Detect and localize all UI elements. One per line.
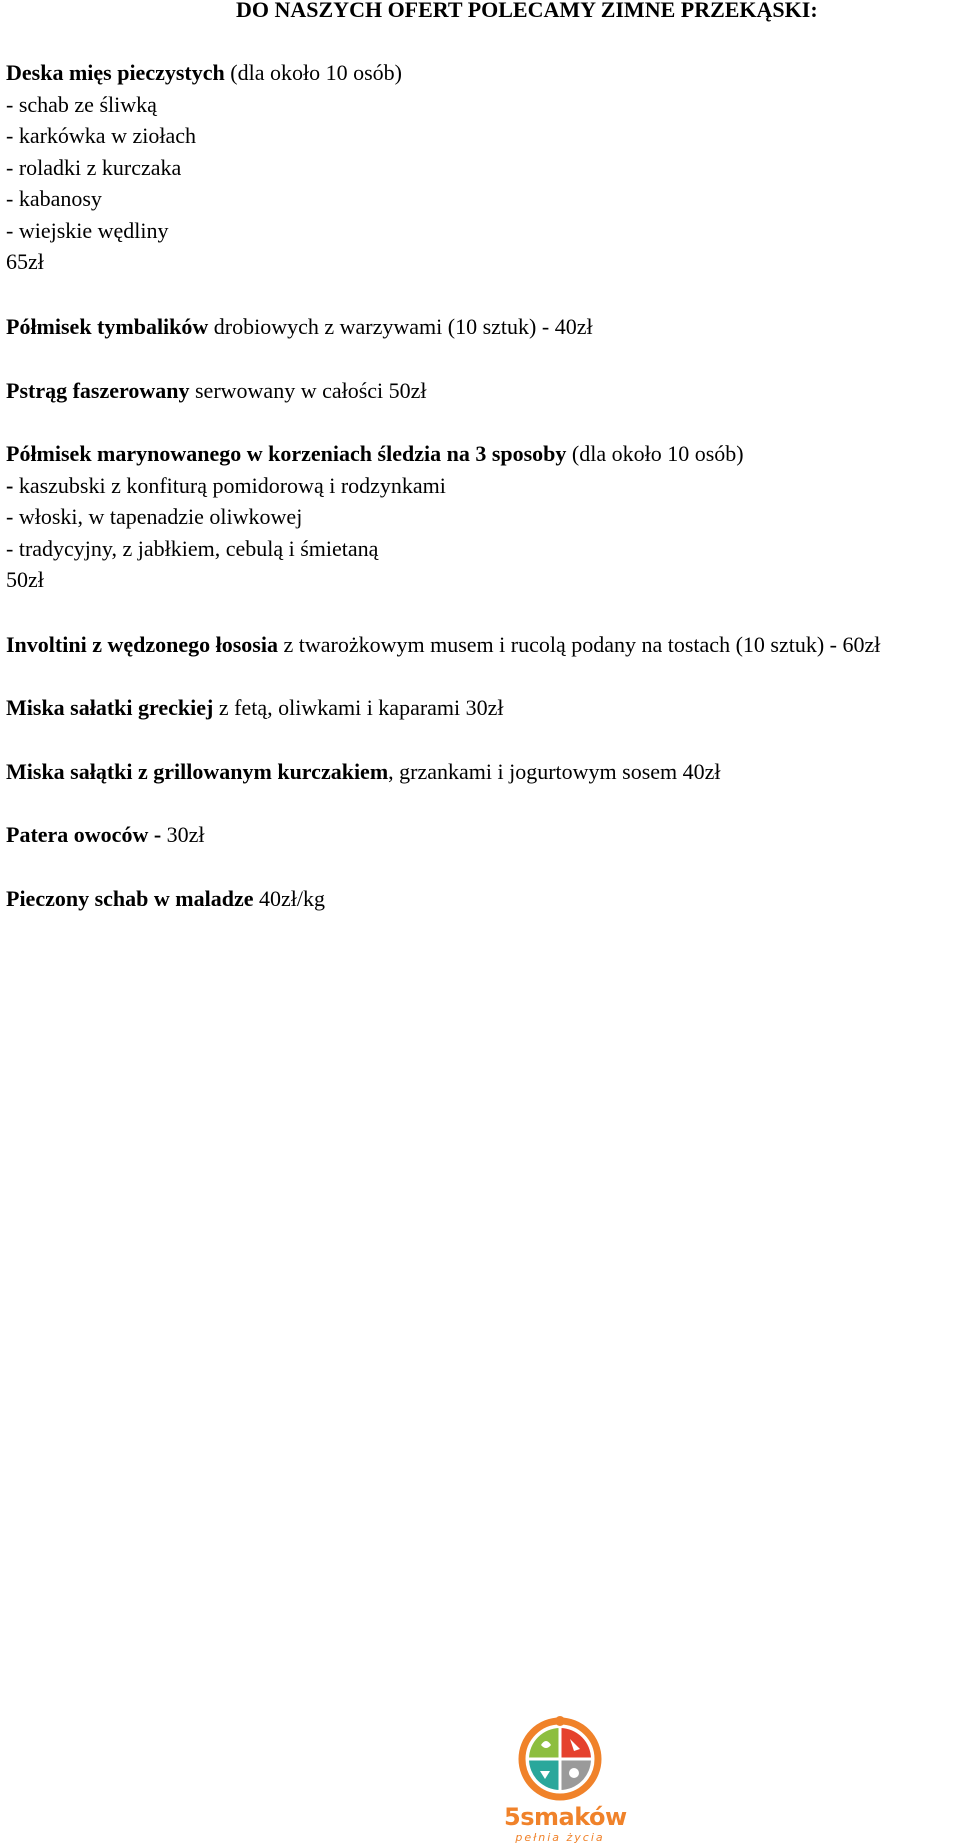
- menu-item-name: Pieczony schab w maladze: [6, 886, 254, 911]
- menu-item-title: [6, 438, 956, 470]
- brand-logo: [500, 1715, 627, 1848]
- menu-item-name: Patera owoców -: [6, 822, 162, 847]
- menu-item-description: , grzankami i jogurtowym sosem 40zł: [388, 759, 721, 784]
- menu-item-sledz: [6, 438, 956, 596]
- menu-subitem: - schab ze śliwką: [6, 91, 157, 117]
- page-title: DO NASZYCH OFERT POLECAMY ZIMNE PRZEKĄSKI:: [236, 0, 818, 22]
- menu-subitem: - kabanosy: [6, 186, 102, 211]
- menu-item-description: (dla około 10 osób): [566, 441, 744, 466]
- menu-item-name: Involtini z wędzonego łososia: [6, 632, 278, 657]
- menu-item-deska: [6, 57, 956, 278]
- logo-tagline: pełnia życia: [515, 1831, 605, 1844]
- menu-item-involtini: [6, 629, 956, 661]
- logo-wordmark: 5smaków: [504, 1803, 627, 1831]
- menu-item-description: (dla około 10 osób): [224, 60, 402, 85]
- menu-item-description: z twarożkowym musem i rucolą podany na tostach (10 sztuk) - 60zł: [277, 632, 881, 657]
- menu-item-description: 30zł: [161, 822, 205, 847]
- menu-item-description: drobiowych z warzywami (10 sztuk) - 40zł: [208, 314, 593, 339]
- menu-subitem: - tradycyjny, z jabłkiem, cebulą i śmietaną: [6, 535, 379, 561]
- menu-item-title: [6, 57, 956, 89]
- menu-item-schab: [6, 883, 956, 915]
- menu-item-patera: [6, 819, 956, 851]
- menu-item-name: Miska sałątki z grillowanym kurczakiem: [6, 759, 389, 784]
- menu-item-description: 40zł/kg: [253, 886, 325, 911]
- menu-item-pstrag: [6, 375, 956, 407]
- menu-subitem: - kaszubski z konfiturą pomidorową i rodzynkami: [6, 472, 446, 498]
- menu-item-description: serwowany w całości 50zł: [189, 378, 427, 403]
- menu-item-tymbaliki: [6, 311, 956, 343]
- menu-subitem: - karkówka w ziołach: [6, 123, 196, 148]
- logo-emblem-icon: [500, 1715, 620, 1807]
- menu-item-price: 65zł: [6, 249, 44, 274]
- menu-item-price: 50zł: [6, 567, 44, 592]
- menu-subitem: - wiejskie wędliny: [6, 217, 169, 243]
- menu-item-name: Miska sałatki greckiej: [6, 695, 214, 720]
- menu-item-salatka-grecka: [6, 692, 956, 724]
- menu-subitem: - włoski, w tapenadzie oliwkowej: [6, 504, 303, 529]
- menu-item-description: z fetą, oliwkami i kaparami 30zł: [213, 695, 504, 720]
- menu-item-name: Deska mięs pieczystych: [6, 60, 225, 85]
- menu-item-name: Półmisek tymbalików: [6, 314, 209, 339]
- menu-item-name: Pstrąg faszerowany: [6, 378, 190, 403]
- menu-subitem: - roladki z kurczaka: [6, 154, 182, 180]
- menu-item-name: Półmisek marynowanego w korzeniach śledzia na 3 sposoby: [6, 441, 567, 466]
- menu-item-salatka-kurczak: [6, 756, 956, 788]
